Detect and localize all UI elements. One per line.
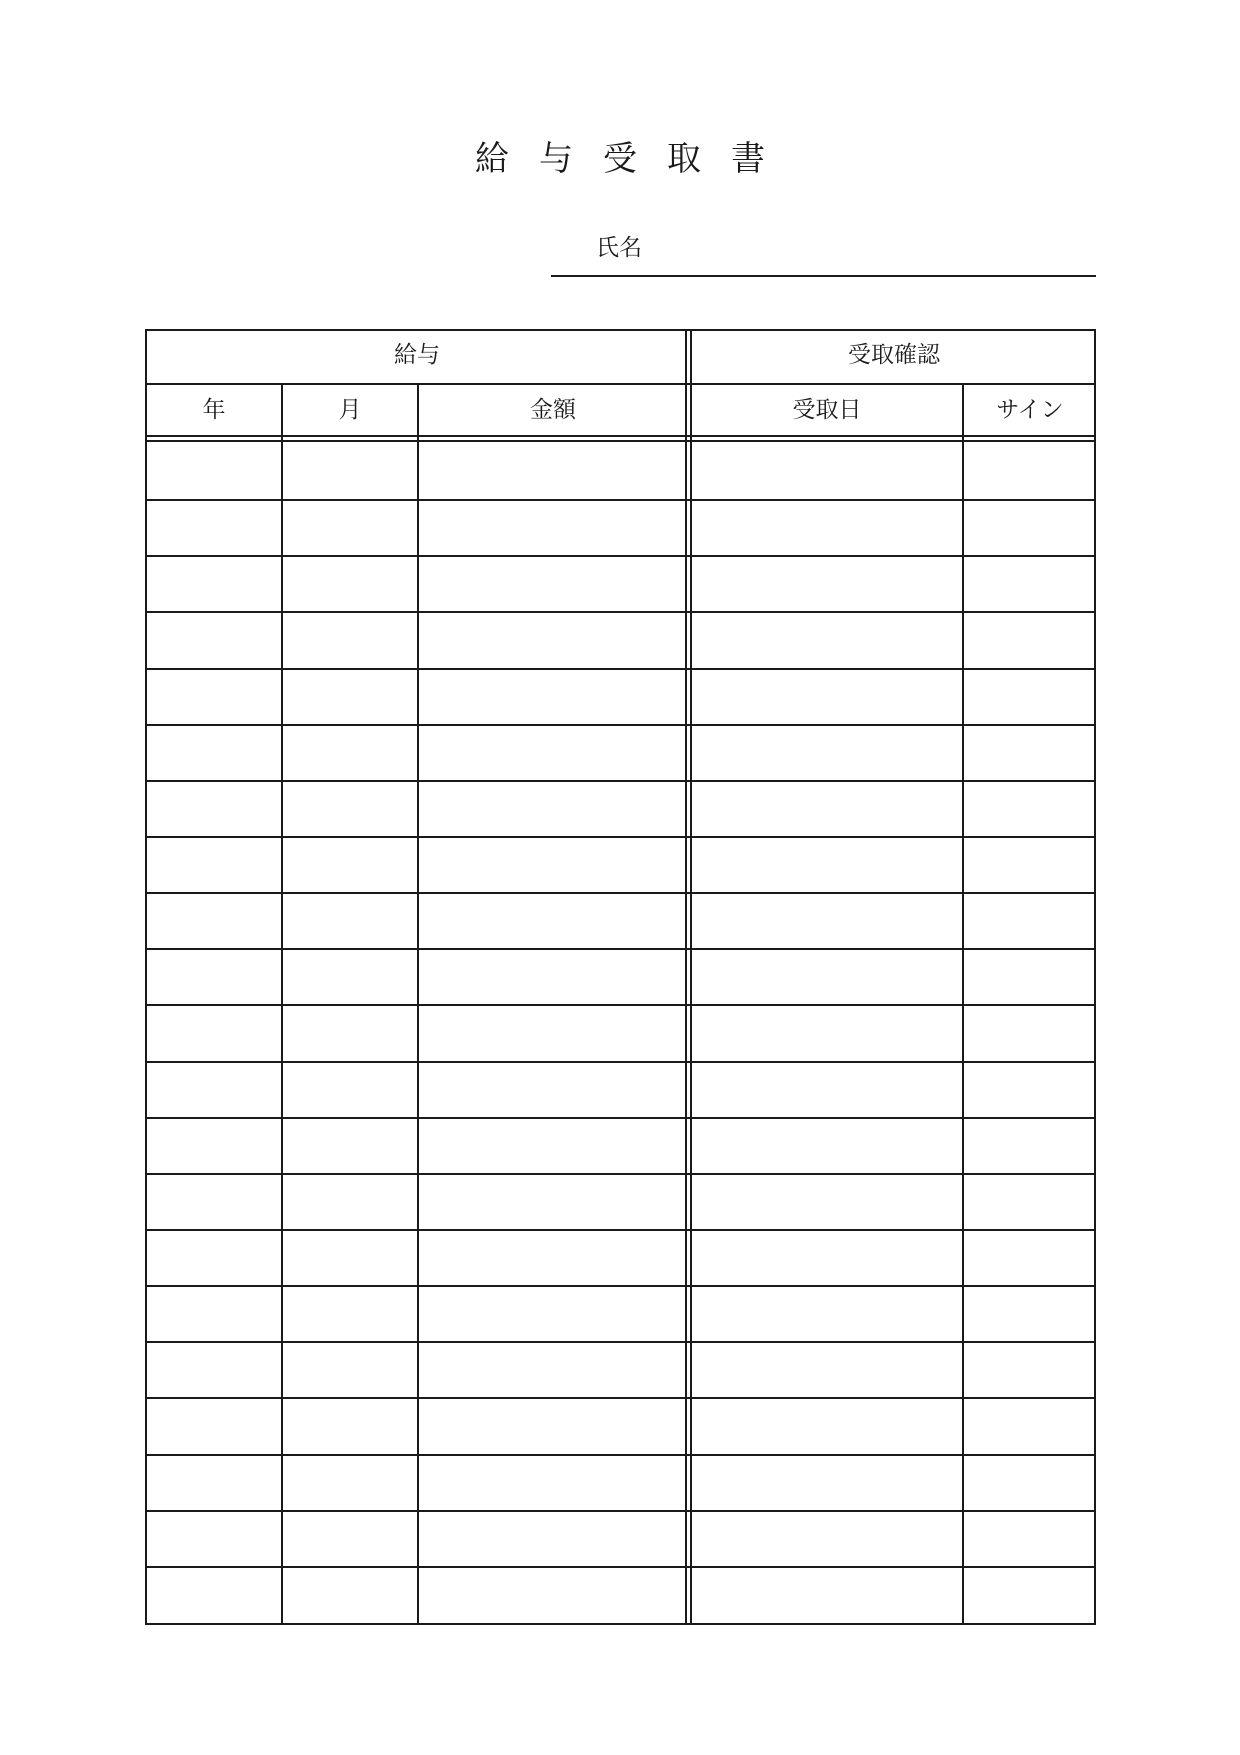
- group-divider-right: [690, 331, 692, 1623]
- row-divider: [147, 668, 1094, 670]
- row-divider: [147, 1397, 1094, 1399]
- row-divider: [147, 1229, 1094, 1231]
- group-divider-left: [685, 331, 687, 1623]
- header-double-rule-bottom: [147, 440, 1094, 442]
- row-divider: [147, 1510, 1094, 1512]
- row-divider: [147, 1454, 1094, 1456]
- row-divider: [147, 780, 1094, 782]
- column-header-signature: サイン: [996, 397, 1064, 423]
- column-header-month: 月: [338, 397, 362, 423]
- row-divider: [147, 1117, 1094, 1119]
- row-divider: [147, 611, 1094, 613]
- row-divider: [147, 499, 1094, 501]
- row-divider: [147, 724, 1094, 726]
- row-divider: [147, 1285, 1094, 1287]
- date-signature-divider: [962, 383, 964, 1623]
- row-divider: [147, 1341, 1094, 1343]
- row-divider: [147, 1061, 1094, 1063]
- row-divider: [147, 1566, 1094, 1568]
- column-header-receipt-date: 受取日: [792, 397, 862, 423]
- year-month-divider: [281, 383, 283, 1623]
- name-label: 氏名: [596, 235, 642, 261]
- name-signature-line[interactable]: [551, 275, 1096, 277]
- salary-receipt-table: [145, 329, 1096, 1625]
- row-divider: [147, 1173, 1094, 1175]
- group-header-salary: 給与: [394, 342, 440, 368]
- column-header-amount: 金額: [530, 397, 576, 423]
- header-double-rule-top: [147, 435, 1094, 437]
- row-divider: [147, 948, 1094, 950]
- group-header-receipt-confirmation: 受取確認: [848, 342, 940, 368]
- document-title: 給与受取書: [475, 139, 795, 179]
- row-divider: [147, 892, 1094, 894]
- row-divider: [147, 555, 1094, 557]
- header-divider: [147, 383, 1094, 385]
- row-divider: [147, 836, 1094, 838]
- column-header-year: 年: [202, 397, 226, 423]
- month-amount-divider: [417, 383, 419, 1623]
- row-divider: [147, 1004, 1094, 1006]
